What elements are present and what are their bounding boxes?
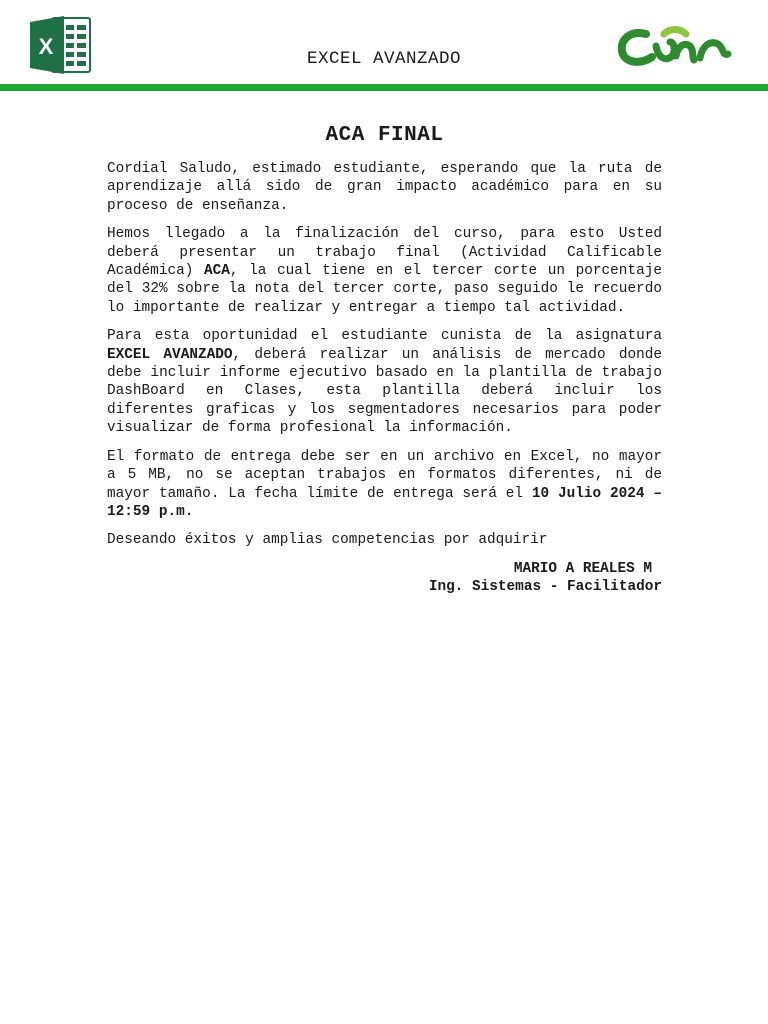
cun-logo [618,24,732,70]
paragraph-intro [107,225,662,317]
deadline-bold: 10 Julio 2024 – 12:59 p.m. [107,485,663,520]
page-header [0,0,768,92]
paragraph-closing [107,531,662,549]
excel-logo-letter: X [38,34,54,59]
intro-text-b: , la cual tiene en el tercer corte un porcentaje del 32% sobre la nota del tercer corte, paso seguido le recuerdo lo importante de realizar y entregar a tiempo tal actividad. [107,263,662,316]
header-title: EXCEL AVANZADO [306,49,462,69]
paragraph-assignment [107,327,662,437]
signature-block [107,560,662,597]
assignment-text-b: , deberá realizar un análisis de mercado donde debe incluir informe ejecutivo basado en la plantilla de trabajo DashBoard en Clases, esta plantilla deberá incluir los diferentes graficas y los segmentadores necesarios para poder visualizar de forma profesional la información. [107,346,663,437]
header-divider [0,84,768,91]
assignment-text-a: Para esta oportunidad el estudiante cunista de la asignatura [107,328,662,345]
document-body [107,120,662,597]
signature-name: MARIO A REALES M [513,560,652,577]
document-title: ACA FINAL [325,124,444,147]
delivery-text: El formato de entrega debe ser en un archivo en Excel, no mayor a 5 MB, no se aceptan trabajos en formatos diferentes, ni de mayor tamaño. La fecha límite de entrega será el [107,448,662,502]
paragraph-delivery [107,448,662,522]
intro-text-a: Hemos llegado a la finalización del curso, para esto Usted deberá presentar un trabajo final (Actividad Calificable Académica) [107,226,662,280]
signature-role: Ing. Sistemas - Facilitador [428,579,662,596]
course-bold: EXCEL AVANZADO [107,346,233,363]
closing-text: Deseando éxitos y amplias competencias por adquirir [107,532,548,549]
greeting-text: Cordial Saludo, estimado estudiante, esperando que la ruta de aprendizaje allá sido de gran impacto académico para en su proceso de enseñanza. [107,161,662,214]
aca-bold: ACA [203,263,230,280]
paragraph-greeting [107,160,662,215]
